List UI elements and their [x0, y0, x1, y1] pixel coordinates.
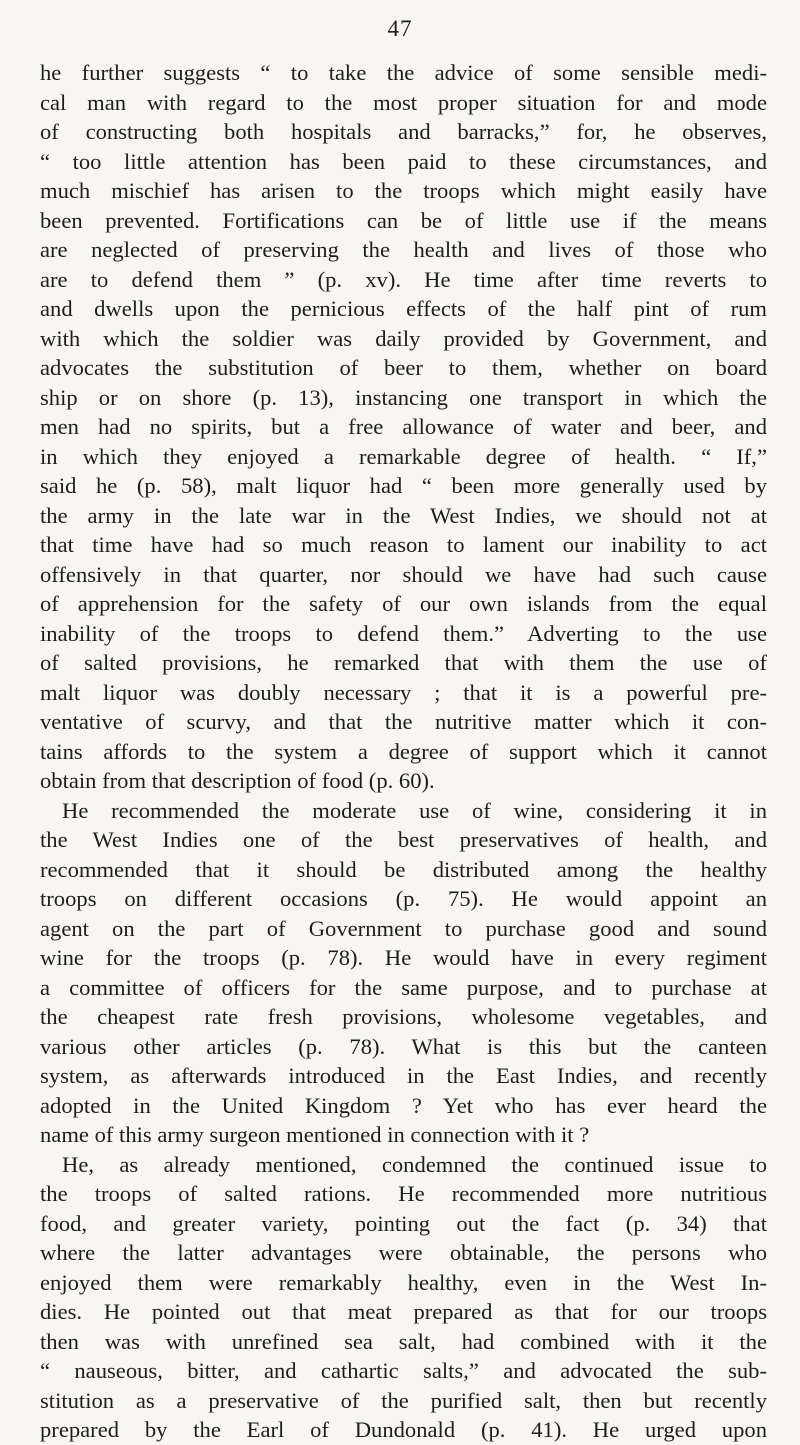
text-line: recommended that it should be distributed among the healthy: [40, 856, 767, 882]
paragraph-2: [40, 796, 767, 1150]
text-line: with which the soldier was daily provided by Government, and: [40, 325, 767, 351]
text-line: adopted in the United Kingdom ? Yet who has ever heard the: [40, 1092, 767, 1118]
paragraph-3: [40, 1150, 767, 1445]
text-line: wine for the troops (p. 78). He would have in every regiment: [40, 945, 767, 970]
text-line: and dwells upon the pernicious effects of the half pint of rum: [40, 296, 767, 321]
text-line: that time have had so much reason to lament our inability to act: [40, 532, 767, 557]
text-line: in which they enjoyed a remarkable degree of health. “ If,”: [40, 443, 767, 469]
page-number: 47: [387, 16, 413, 41]
text-line: system, as afterwards introduced in the East Indies, and recently: [40, 1063, 767, 1088]
text-line: the cheapest rate fresh provisions, wholesome vegetables, and: [40, 1004, 767, 1029]
text-line: obtain from that description of food (p. 60).: [40, 768, 435, 793]
text-line: much mischief has arisen to the troops which might easily have: [40, 178, 767, 203]
text-line: offensively in that quarter, nor should we have had such cause: [40, 561, 767, 587]
text-line: ship or on shore (p. 13), instancing one transport in which the: [40, 384, 767, 410]
text-line: stitution as a preservative of the purified salt, then but recently: [40, 1387, 767, 1413]
text-line: dies. He pointed out that meat prepared as that for our troops: [40, 1299, 767, 1324]
text-line: advocates the substitution of beer to them, whether on board: [40, 355, 767, 380]
text-line: the troops of salted rations. He recommended more nutritious: [40, 1181, 767, 1206]
text-line: agent on the part of Government to purchase good and sound: [40, 915, 767, 941]
text-line: He recommended the moderate use of wine, considering it in: [62, 797, 767, 823]
text-line: He, as already mentioned, condemned the continued issue to: [62, 1151, 767, 1177]
text-line: been prevented. Fortifications can be of little use if the means: [40, 207, 767, 233]
text-line: malt liquor was doubly necessary ; that it is a powerful pre-: [40, 679, 767, 705]
text-line: “ nauseous, bitter, and cathartic salts,” and advocated the sub-: [40, 1358, 767, 1383]
text-line: of constructing both hospitals and barracks,” for, he observes,: [40, 119, 767, 144]
text-line: of apprehension for the safety of our own islands from the equal: [40, 591, 767, 616]
text-line: “ too little attention has been paid to these circumstances, and: [40, 148, 767, 174]
text-line: enjoyed them were remarkably healthy, even in the West In-: [40, 1269, 767, 1295]
text-line: prepared by the Earl of Dundonald (p. 41). He urged upon: [40, 1417, 767, 1442]
text-line: tains affords to the system a degree of support which it cannot: [40, 738, 767, 764]
body-text: [40, 58, 767, 1445]
paragraph-1: [40, 58, 767, 796]
text-line: the West Indies one of the best preservatives of health, and: [40, 827, 767, 852]
text-line: various other articles (p. 78). What is this but the canteen: [40, 1033, 767, 1059]
text-line: said he (p. 58), malt liquor had “ been more generally used by: [40, 473, 767, 498]
text-line: the army in the late war in the West Indies, we should not at: [40, 502, 767, 528]
text-line: troops on different occasions (p. 75). He would appoint an: [40, 886, 767, 911]
text-line: a committee of officers for the same purpose, and to purchase at: [40, 974, 767, 1000]
text-line: cal man with regard to the most proper situation for and mode: [40, 89, 767, 115]
text-line: are neglected of preserving the health and lives of those who: [40, 237, 767, 262]
text-line: of salted provisions, he remarked that with them the use of: [40, 650, 767, 675]
text-line: name of this army surgeon mentioned in connection with it ?: [40, 1122, 590, 1147]
text-line: men had no spirits, but a free allowance of water and beer, and: [40, 414, 767, 439]
text-line: ventative of scurvy, and that the nutritive matter which it con-: [40, 709, 767, 734]
text-line: inability of the troops to defend them.” Adverting to the use: [40, 620, 767, 646]
text-line: where the latter advantages were obtainable, the persons who: [40, 1240, 767, 1265]
text-line: he further suggests “ to take the advice of some sensible medi-: [40, 60, 767, 85]
text-line: then was with unrefined sea salt, had combined with it the: [40, 1328, 767, 1354]
text-line: are to defend them ” (p. xv). He time after time reverts to: [40, 266, 767, 292]
text-line: food, and greater variety, pointing out the fact (p. 34) that: [40, 1210, 767, 1236]
